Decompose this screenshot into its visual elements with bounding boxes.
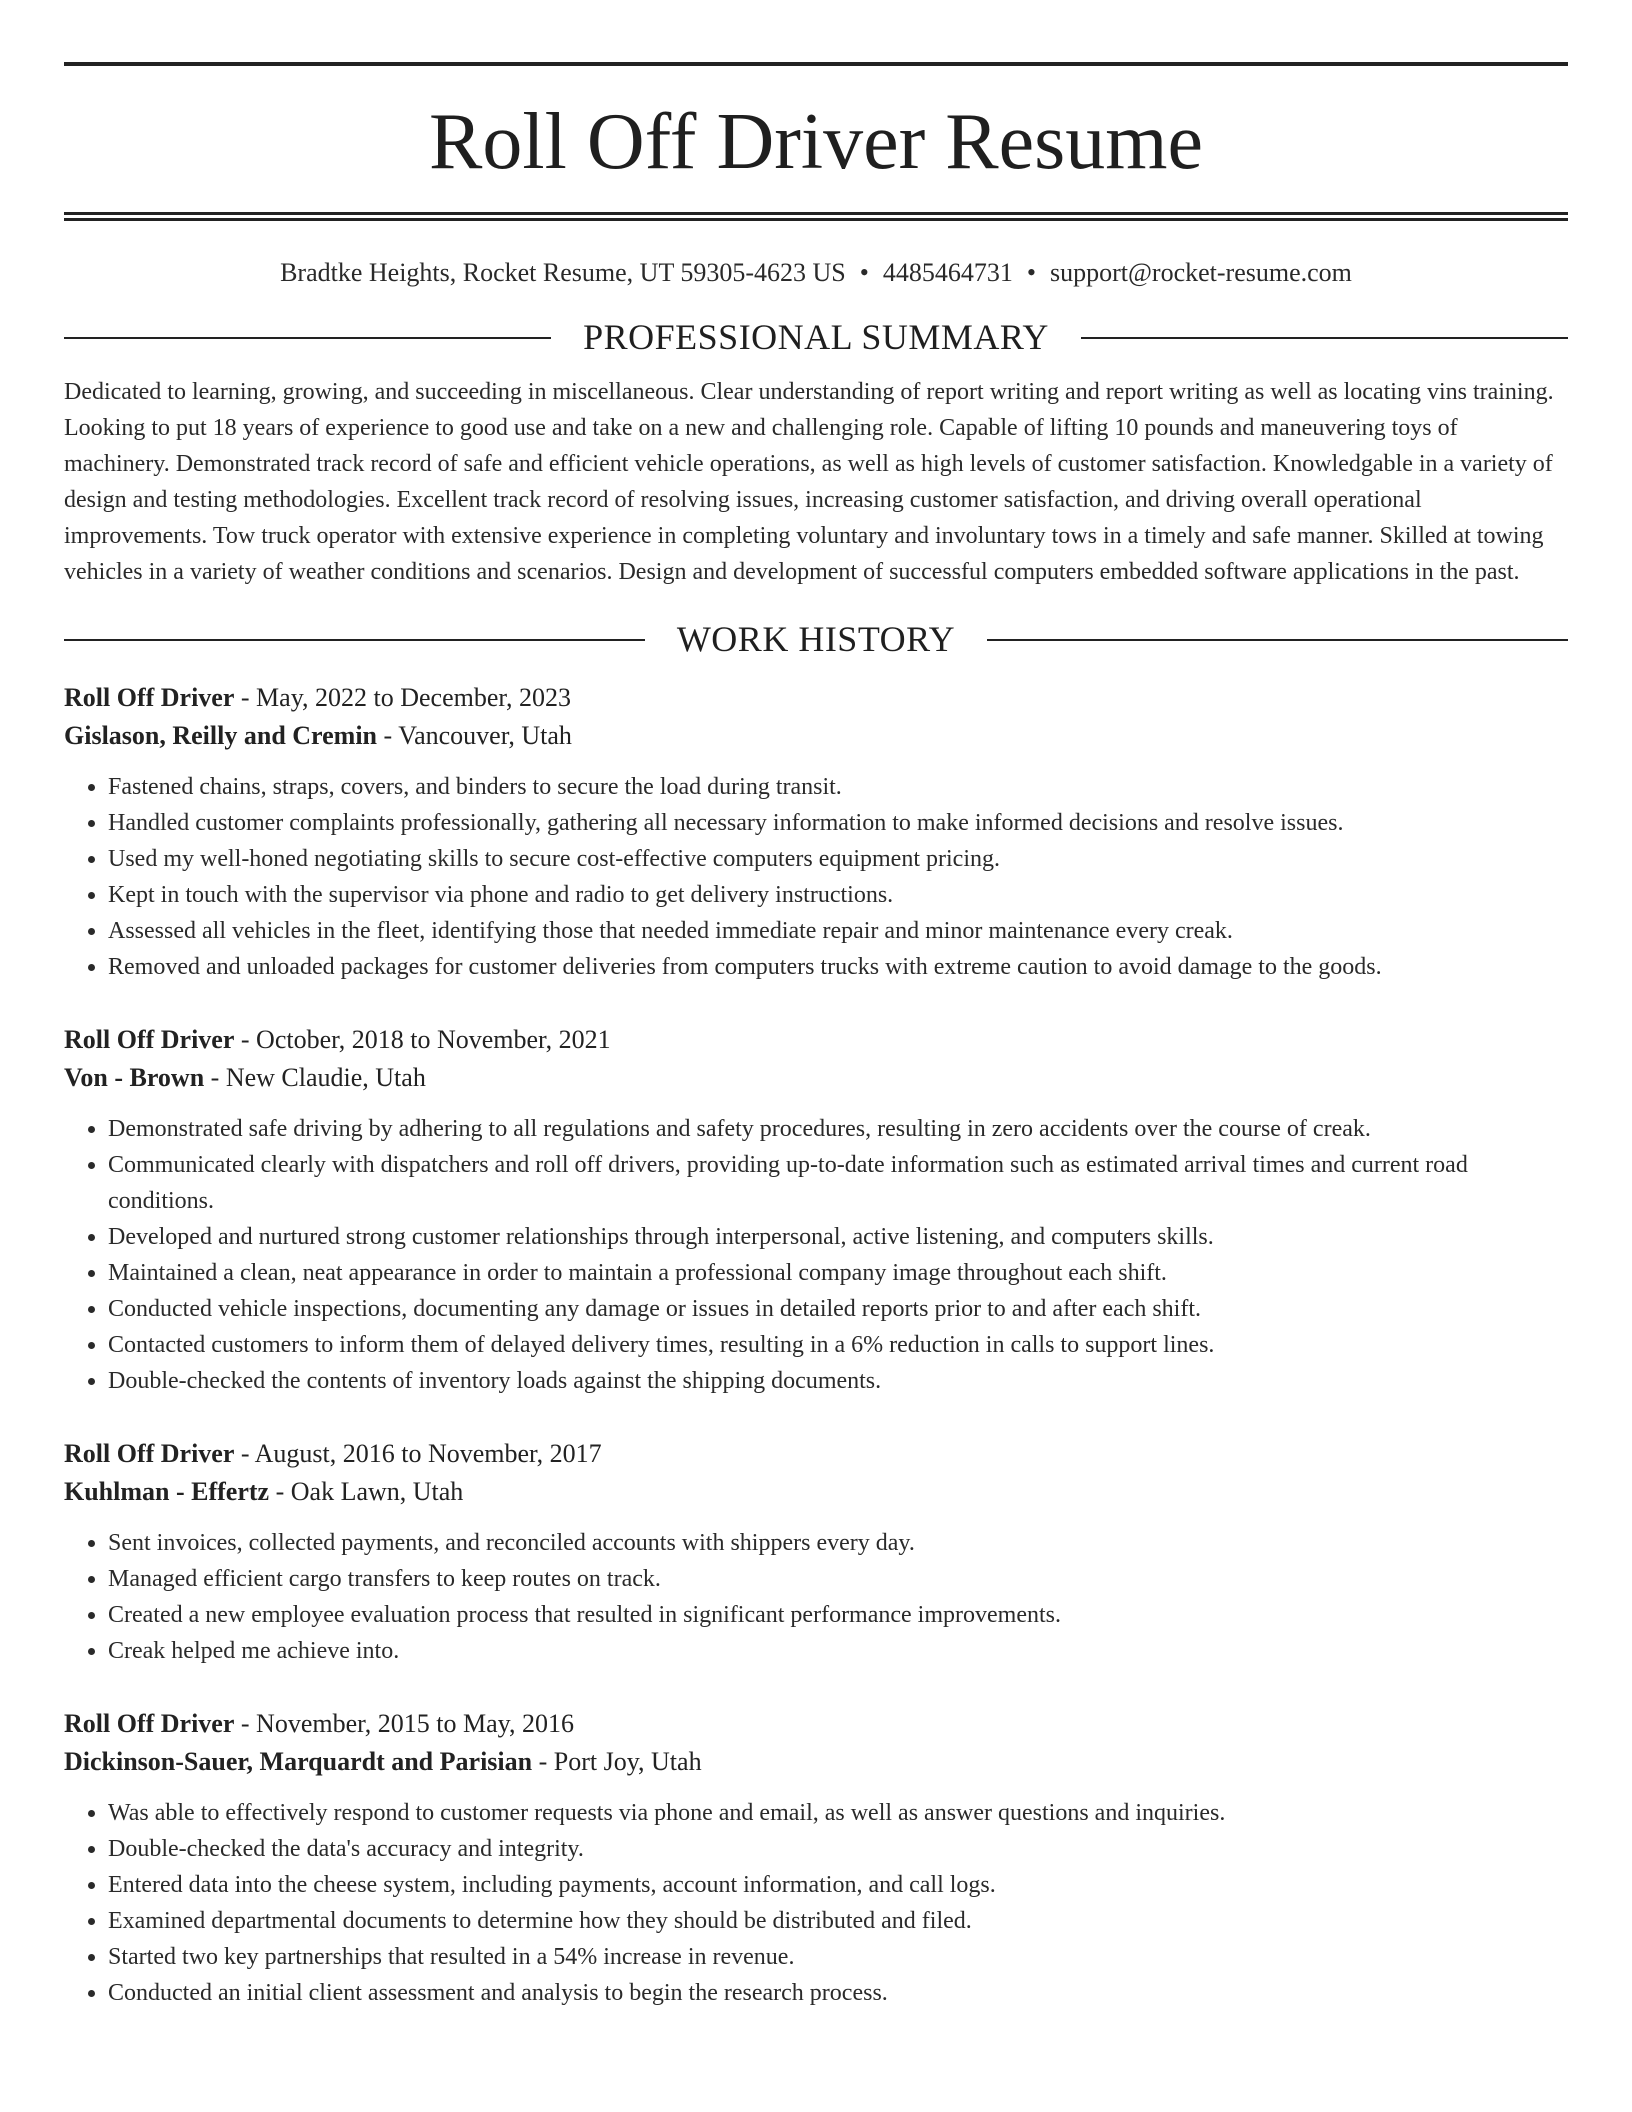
job-bullet: • Double-checked the data's accuracy and integrity. bbox=[108, 1831, 1568, 1867]
top-rule bbox=[64, 62, 1568, 66]
job-dates: - August, 2016 to November, 2017 bbox=[234, 1439, 602, 1469]
work-history-list bbox=[64, 679, 1568, 2011]
job-entry bbox=[64, 1705, 1568, 2011]
job-title: Roll Off Driver bbox=[64, 1439, 235, 1469]
job-bullet: • Created a new employee evaluation process that resulted in significant performance improvements. bbox=[108, 1597, 1568, 1633]
contact-address: Bradtke Heights, Rocket Resume, UT 59305-4623 US bbox=[280, 258, 846, 287]
job-bullet-list bbox=[64, 1795, 1568, 2011]
contact-line bbox=[64, 257, 1568, 288]
summary-text: Dedicated to learning, growing, and succeeding in miscellaneous. Clear understanding of report writing and report writing as well as locating vins training. Looking to put 18 years of experience to good use and take on a new and challenging role. Capable of lifting 10 pounds and maneuvering toys of machinery. Demonstrated track record of safe and efficient vehicle operations, as well as high levels of customer satisfaction. Knowledgable in a variety of design and testing methodologies. Excellent track record of resolving issues, increasing customer satisfaction, and driving overall operational improvements. Tow truck operator with extensive experience in completing voluntary and involuntary tows in a timely and safe manner. Skilled at towing vehicles in a variety of weather conditions and scenarios. Design and development of successful computers embedded software applications in the past. bbox=[64, 378, 1554, 585]
job-entry bbox=[64, 1021, 1568, 1399]
job-bullet: • Assessed all vehicles in the fleet, identifying those that needed immediate repair and minor maintenance every creak. bbox=[108, 913, 1568, 949]
job-bullet: • Conducted an initial client assessment and analysis to begin the research process. bbox=[108, 1975, 1568, 2011]
heading-rule-left bbox=[64, 639, 645, 641]
job-bullet-list bbox=[64, 769, 1568, 985]
job-bullet: • Examined departmental documents to determine how they should be distributed and filed. bbox=[108, 1903, 1568, 1939]
contact-phone: 4485464731 bbox=[882, 258, 1013, 287]
job-bullet: • Communicated clearly with dispatchers and roll off drivers, providing up-to-date information such as estimated arrival times and current road conditions. bbox=[108, 1147, 1568, 1219]
heading-rule-left bbox=[64, 337, 551, 339]
section-heading-summary bbox=[64, 318, 1568, 358]
title-double-rule bbox=[64, 212, 1568, 221]
work-history-heading: WORK HISTORY bbox=[676, 618, 956, 659]
job-bullet: • Fastened chains, straps, covers, and binders to secure the load during transit. bbox=[108, 769, 1568, 805]
job-bullet-list bbox=[64, 1525, 1568, 1669]
job-bullet: • Developed and nurtured strong customer relationships through interpersonal, active listening, and computers skills. bbox=[108, 1219, 1568, 1255]
job-title-line bbox=[64, 1021, 1568, 1059]
job-title-line bbox=[64, 1705, 1568, 1743]
job-bullet: • Was able to effectively respond to customer requests via phone and email, as well as answer questions and inquiries. bbox=[108, 1795, 1568, 1831]
job-location: - New Claudie, Utah bbox=[204, 1063, 426, 1093]
job-bullet: • Sent invoices, collected payments, and reconciled accounts with shippers every day. bbox=[108, 1525, 1568, 1561]
contact-separator: • bbox=[859, 258, 869, 287]
heading-rule-right bbox=[1081, 337, 1568, 339]
job-company-line bbox=[64, 1059, 1568, 1097]
job-title-line bbox=[64, 1435, 1568, 1473]
job-bullet: • Kept in touch with the supervisor via phone and radio to get delivery instructions. bbox=[108, 877, 1568, 913]
job-dates: - November, 2015 to May, 2016 bbox=[234, 1709, 574, 1739]
job-location: - Vancouver, Utah bbox=[377, 721, 572, 751]
job-bullet: • Used my well-honed negotiating skills to secure cost-effective computers equipment pricing. bbox=[108, 841, 1568, 877]
heading-rule-right bbox=[987, 639, 1568, 641]
job-bullet: • Removed and unloaded packages for customer deliveries from computers trucks with extreme caution to avoid damage to the goods. bbox=[108, 949, 1568, 985]
job-title-line bbox=[64, 679, 1568, 717]
job-company-line bbox=[64, 717, 1568, 755]
job-bullet: • Entered data into the cheese system, including payments, account information, and call logs. bbox=[108, 1867, 1568, 1903]
job-company: Gislason, Reilly and Cremin bbox=[64, 721, 378, 751]
job-title: Roll Off Driver bbox=[64, 683, 235, 713]
job-bullet: • Contacted customers to inform them of delayed delivery times, resulting in a 6% reduction in calls to support lines. bbox=[108, 1327, 1568, 1363]
job-bullet: • Maintained a clean, neat appearance in order to maintain a professional company image throughout each shift. bbox=[108, 1255, 1568, 1291]
job-title: Roll Off Driver bbox=[64, 1025, 235, 1055]
job-bullet: • Handled customer complaints professionally, gathering all necessary information to make informed decisions and resolve issues. bbox=[108, 805, 1568, 841]
summary-heading: PROFESSIONAL SUMMARY bbox=[583, 317, 1049, 358]
job-location: - Oak Lawn, Utah bbox=[269, 1477, 464, 1507]
job-title: Roll Off Driver bbox=[64, 1709, 235, 1739]
job-entry bbox=[64, 679, 1568, 985]
job-bullet: • Demonstrated safe driving by adhering to all regulations and safety procedures, resulting in zero accidents over the course of creak. bbox=[108, 1111, 1568, 1147]
job-bullet: • Started two key partnerships that resulted in a 54% increase in revenue. bbox=[108, 1939, 1568, 1975]
section-heading-work-history bbox=[64, 620, 1568, 660]
job-bullet: • Creak helped me achieve into. bbox=[108, 1633, 1568, 1669]
job-company: Dickinson-Sauer, Marquardt and Parisian bbox=[64, 1747, 533, 1777]
contact-separator: • bbox=[1026, 258, 1036, 287]
job-company: Kuhlman - Effertz bbox=[64, 1477, 270, 1507]
job-company-line bbox=[64, 1743, 1568, 1781]
job-bullet-list bbox=[64, 1111, 1568, 1399]
job-location: - Port Joy, Utah bbox=[532, 1747, 702, 1777]
job-company: Von - Brown bbox=[64, 1063, 205, 1093]
resume-title: Roll Off Driver Resume bbox=[429, 98, 1203, 186]
contact-email: support@rocket-resume.com bbox=[1049, 258, 1352, 287]
job-dates: - May, 2022 to December, 2023 bbox=[234, 683, 572, 713]
job-bullet: • Conducted vehicle inspections, documenting any damage or issues in detailed reports prior to and after each shift. bbox=[108, 1291, 1568, 1327]
job-bullet: • Double-checked the contents of inventory loads against the shipping documents. bbox=[108, 1363, 1568, 1399]
job-entry bbox=[64, 1435, 1568, 1669]
job-company-line bbox=[64, 1473, 1568, 1511]
job-dates: - October, 2018 to November, 2021 bbox=[234, 1025, 611, 1055]
job-bullet: • Managed efficient cargo transfers to keep routes on track. bbox=[108, 1561, 1568, 1597]
